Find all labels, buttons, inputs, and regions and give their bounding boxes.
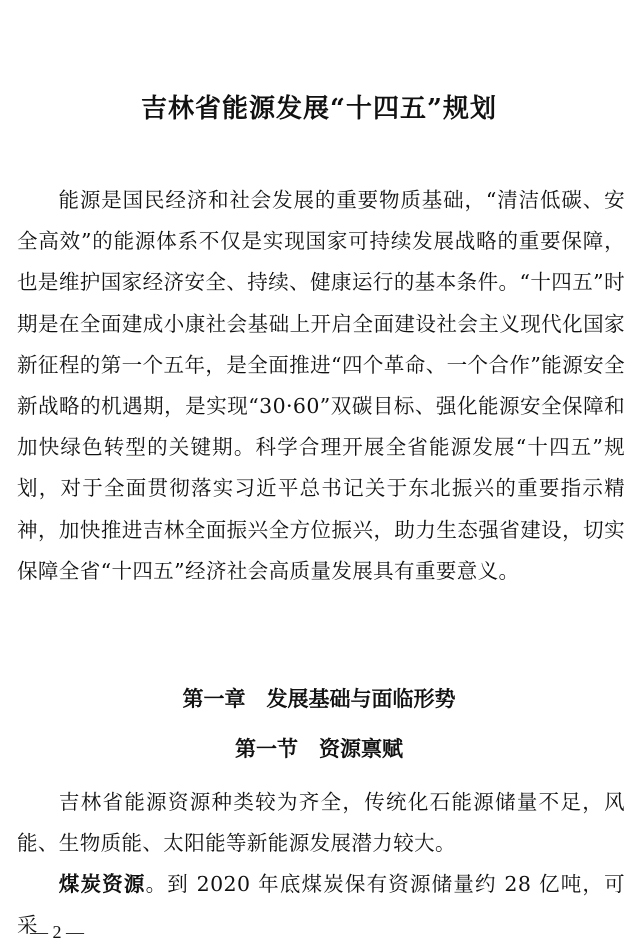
- intro-paragraph-text: 能源是国民经济和社会发展的重要物质基础，“清洁低碳、安全高效”的能源体系不仅是实现国家可持续发展战略的重要保障，也是维护国家经济安全、持续、健康运行的基本条件。“十四五”时期是在全面建成小康社会基础上开启全面建设社会主义现代化国家新征程的第一个五年，是全面推进“四个革命、一个合作”能源安全新战略的机遇期，是实现“30·60”双碳目标、强化能源安全保障和加快绿色转型的关键期。科学合理开展全省能源发展“十四五”规划，对于全面贯彻落实习近平总书记关于东北振兴的重要指示精神，加快推进吉林全面振兴全方位振兴，助力生态强省建设，切实保障全省“十四五”经济社会高质量发展具有重要意义。: [17, 188, 625, 583]
- intro-paragraph: [17, 180, 625, 592]
- document-title: 吉林省能源发展“十四五”规划: [141, 94, 497, 124]
- section-paragraph: [17, 782, 625, 864]
- section-paragraph-text: 吉林省能源资源种类较为齐全，传统化石能源储量不足，风能、生物质能、太阳能等新能源发展潜力较大。: [17, 790, 625, 856]
- coal-lead: 煤炭资源: [58, 872, 146, 896]
- coal-paragraph: [17, 864, 625, 946]
- coal-paragraph-text: 。到 2020 年底煤炭保有资源储量约 28 亿吨，可采: [17, 872, 625, 938]
- page-number: — 2 —: [30, 922, 84, 942]
- section-heading: 第一节 资源禀赋: [235, 736, 403, 761]
- chapter-heading: 第一章 发展基础与面临形势: [182, 686, 456, 711]
